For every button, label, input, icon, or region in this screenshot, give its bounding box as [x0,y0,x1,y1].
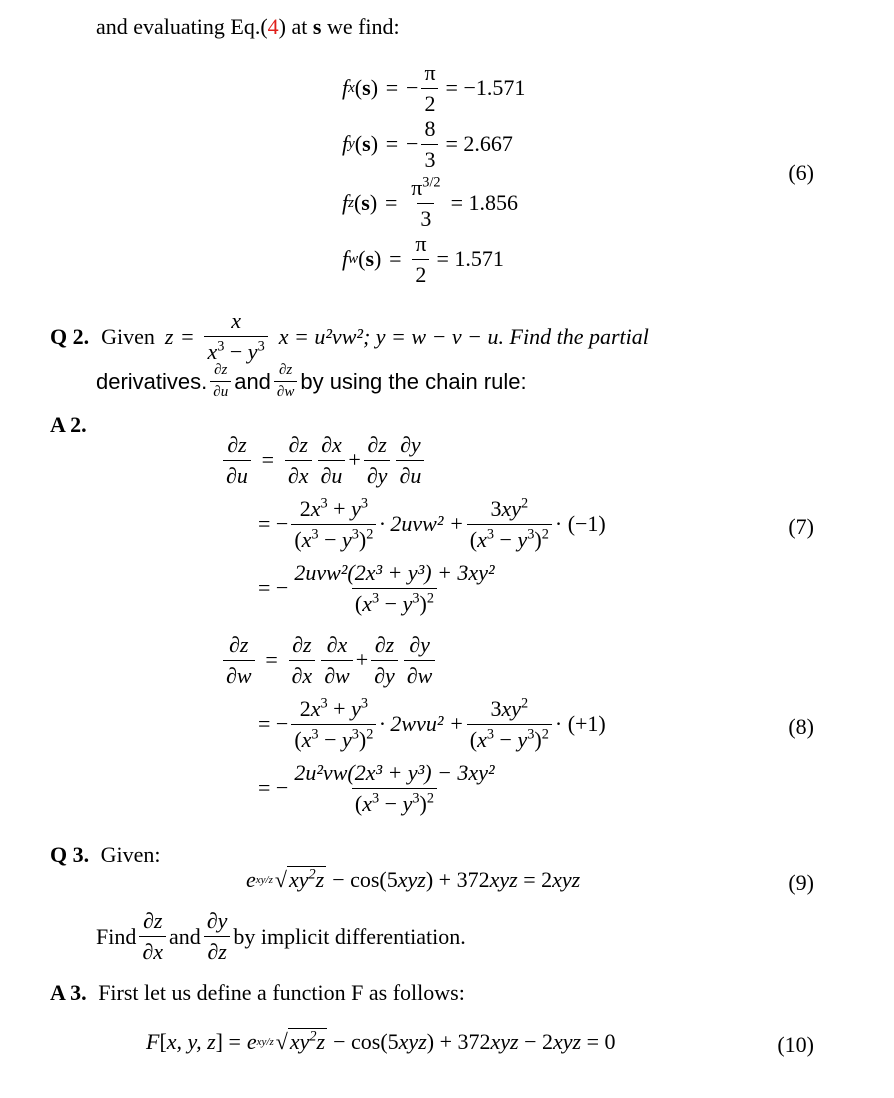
question-label: Q 2. [50,323,90,349]
equation-10: F [ x, y, z ] = e xy/z √ $xy^2z$ − cos(5xyz) + 372xyz − 2xyz = 0 [146,1028,616,1054]
equation-number-8: (8) [788,714,814,739]
question-2-line-2: derivatives. $\frac{\partial z}{\partial u}$ and $\frac{\partial z}{\partial w}$ by using the chain rule: [96,362,527,400]
equation-number-9: (9) [788,870,814,895]
equation-number-10: (10) [777,1032,814,1057]
equation-reference-link[interactable]: 4 [267,14,279,39]
intro-text: and evaluating Eq.( [96,14,268,39]
question-2: Q 2. Given z = $\frac{x}{x^3 - y^3}$ x = u²vw²; y = w − v − u. Find the partial [50,308,649,364]
question-3: Q 3. Given: [50,842,161,867]
eq6-row-y: f y ( s ) = − $\frac{8}{3}$ = 2.667 [342,115,513,172]
equation-7: $\frac{\partial z}{\partial u}$ = $\frac{\partial z}{\partial x}$ $\frac{\partial x}{\partial u}$ + $\frac{\partial z}{\partial y}$ $\frac{\partial y}{\partial u}$ = − $\frac{2x^3 + y^3}{(x^3 - y^3)^2}$ · 2uvw² + $\frac{3xy^2}{(x^3 - y^3)^2}$ · (−1) = − $\frac{\text{2uvw²(2x³ + y³) + 3xy²}}{(x^3 - y^3)^2}$ [220,428,606,620]
eq6-row-z: f z ( s ) = $\frac{\pi^{3/2}}{3}$ = 1.856 [342,173,518,231]
answer-2-label: A 2. [50,412,87,437]
equation-8: $\frac{\partial z}{\partial w}$ = $\frac{\partial z}{\partial x}$ $\frac{\partial x}{\partial w}$ + $\frac{\partial z}{\partial y}$ $\frac{\partial y}{\partial w}$ = − $\frac{2x^3 + y^3}{(x^3 - y^3)^2}$ · 2wvu² + $\frac{3xy^2}{(x^3 - y^3)^2}$ · (+1) = − $\frac{\text{2u²vw(2x³ + y³) − 3xy²}}{(x^3 - y^3)^2}$ [220,628,606,820]
intro-line: and evaluating Eq.(4) at s we find: [96,14,400,39]
answer-3: A 3. First let us define a function F as follows: [50,980,465,1005]
equation-number-7: (7) [788,514,814,539]
eq6-row-x: f x ( s ) = − $\frac{\pi}{2}$ = −1.571 [342,59,526,116]
question-3-find-line: Find $\frac{\partial z}{\partial x}$ and $\frac{\partial y}{\partial z}$ by implicit differentiation. [96,908,466,964]
eq6-row-w: f w ( s ) = $\frac{\pi}{2}$ = 1.571 [342,230,504,287]
equation-number-6: (6) [788,160,814,185]
equation-9: e xy/z √ $xy^2z$ − cos(5xyz) + 372xyz = 2xyz [246,866,581,892]
equation-6 [342,59,526,287]
